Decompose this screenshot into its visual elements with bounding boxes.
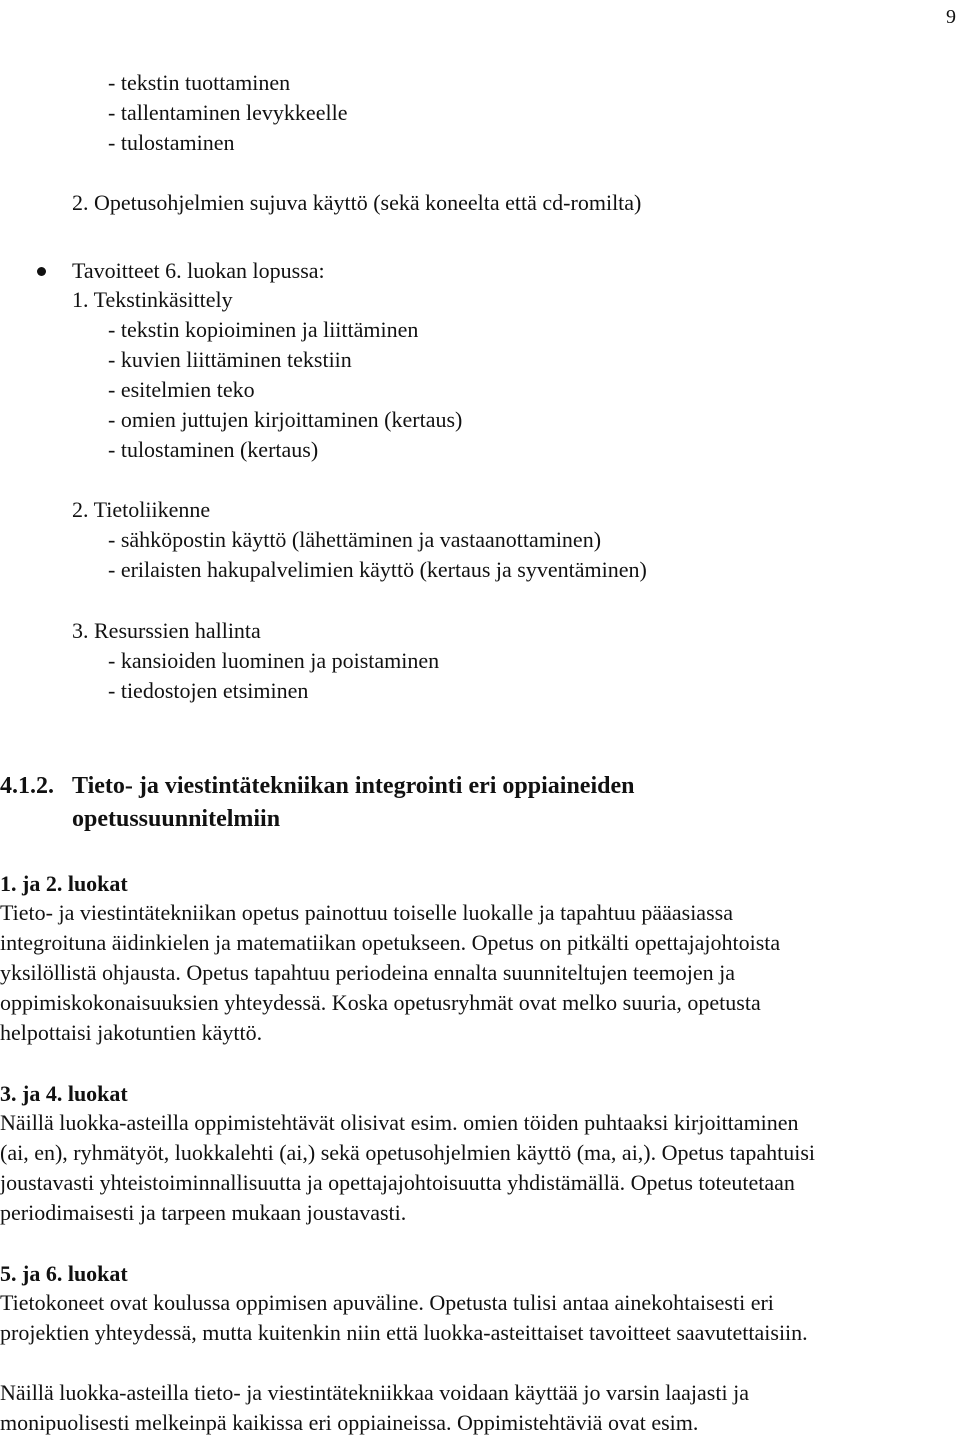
section-title-line1: Tieto- ja viestintätekniikan integrointi eri oppiaineiden xyxy=(72,773,635,799)
paragraph-line: yksilöllistä ohjausta. Opetus tapahtuu periodeina ennalta suunniteltujen teemojen ja xyxy=(0,960,735,985)
section-title-line2: opetussuunnitelmiin xyxy=(72,806,281,832)
list-item: - tekstin kopioiminen ja liittäminen xyxy=(108,317,419,342)
paragraph-line: projektien yhteydessä, mutta kuitenkin niin että luokka-asteittaiset tavoitteet saavutettaisiin. xyxy=(0,1320,808,1345)
paragraph-line: Tieto- ja viestintätekniikan opetus painottuu toiselle luokalle ja tapahtuu pääasiassa xyxy=(0,900,733,925)
paragraph-line: Näillä luokka-asteilla tieto- ja viestintätekniikkaa voidaan käyttää jo varsin laajasti ja xyxy=(0,1380,749,1405)
paragraph-line: monipuolisesti melkeinpä kaikissa eri oppiaineissa. Oppimistehtäviä ovat esim. xyxy=(0,1410,699,1435)
numbered-item: 2. Tietoliikenne xyxy=(72,497,211,522)
paragraph-line: joustavasti yhteistoiminnallisuutta ja opettajajohtoisuutta yhdistämällä. Opetus toteutetaan xyxy=(0,1170,795,1195)
numbered-item: 2. Opetusohjelmien sujuva käyttö (sekä koneelta että cd-romilta) xyxy=(72,190,642,215)
list-item: - kansioiden luominen ja poistaminen xyxy=(108,648,440,673)
list-item: - sähköpostin käyttö (lähettäminen ja vastaanottaminen) xyxy=(108,527,602,552)
numbered-item: 1. Tekstinkäsittely xyxy=(72,287,233,312)
numbered-item: 3. Resurssien hallinta xyxy=(72,618,261,643)
list-item: - tekstin tuottaminen xyxy=(108,70,291,95)
subheading: 3. ja 4. luokat xyxy=(0,1081,128,1106)
paragraph-line: helpottaisi jakotuntien käyttö. xyxy=(0,1020,263,1045)
list-item: - tallentaminen levykkeelle xyxy=(108,100,348,125)
subheading: 1. ja 2. luokat xyxy=(0,871,128,896)
paragraph-line: periodimaisesti ja tarpeen mukaan joustavasti. xyxy=(0,1200,407,1225)
list-item: - esitelmien teko xyxy=(108,377,255,402)
list-item: - tulostaminen xyxy=(108,130,235,155)
list-item: - omien juttujen kirjoittaminen (kertaus) xyxy=(108,407,463,432)
section-number: 4.1.2. xyxy=(0,773,54,799)
paragraph-line: Näillä luokka-asteilla oppimistehtävät olisivat esim. omien töiden puhtaaksi kirjoittaminen xyxy=(0,1110,799,1135)
list-item: - erilaisten hakupalvelimien käyttö (kertaus ja syventäminen) xyxy=(108,557,647,582)
list-item: - tiedostojen etsiminen xyxy=(108,678,309,703)
paragraph-line: oppimiskokonaisuuksien yhteydessä. Koska opetusryhmät ovat melko suuria, opetusta xyxy=(0,990,761,1015)
goals-heading: Tavoitteet 6. luokan lopussa: xyxy=(72,258,325,283)
page-number: 9 xyxy=(946,6,956,28)
paragraph-line: Tietokoneet ovat koulussa oppimisen apuväline. Opetusta tulisi antaa ainekohtaisesti eri xyxy=(0,1290,774,1315)
bullet-icon xyxy=(37,267,46,276)
paragraph-line: integroituna äidinkielen ja matematiikan opetukseen. Opetus on pitkälti opettajajohtoista xyxy=(0,930,781,955)
list-item: - kuvien liittäminen tekstiin xyxy=(108,347,352,372)
subheading: 5. ja 6. luokat xyxy=(0,1261,128,1286)
paragraph-line: (ai, en), ryhmätyöt, luokkalehti (ai,) sekä opetusohjelmien käyttö (ma, ai,). Opetus tapahtuisi xyxy=(0,1140,815,1165)
list-item: - tulostaminen (kertaus) xyxy=(108,437,319,462)
